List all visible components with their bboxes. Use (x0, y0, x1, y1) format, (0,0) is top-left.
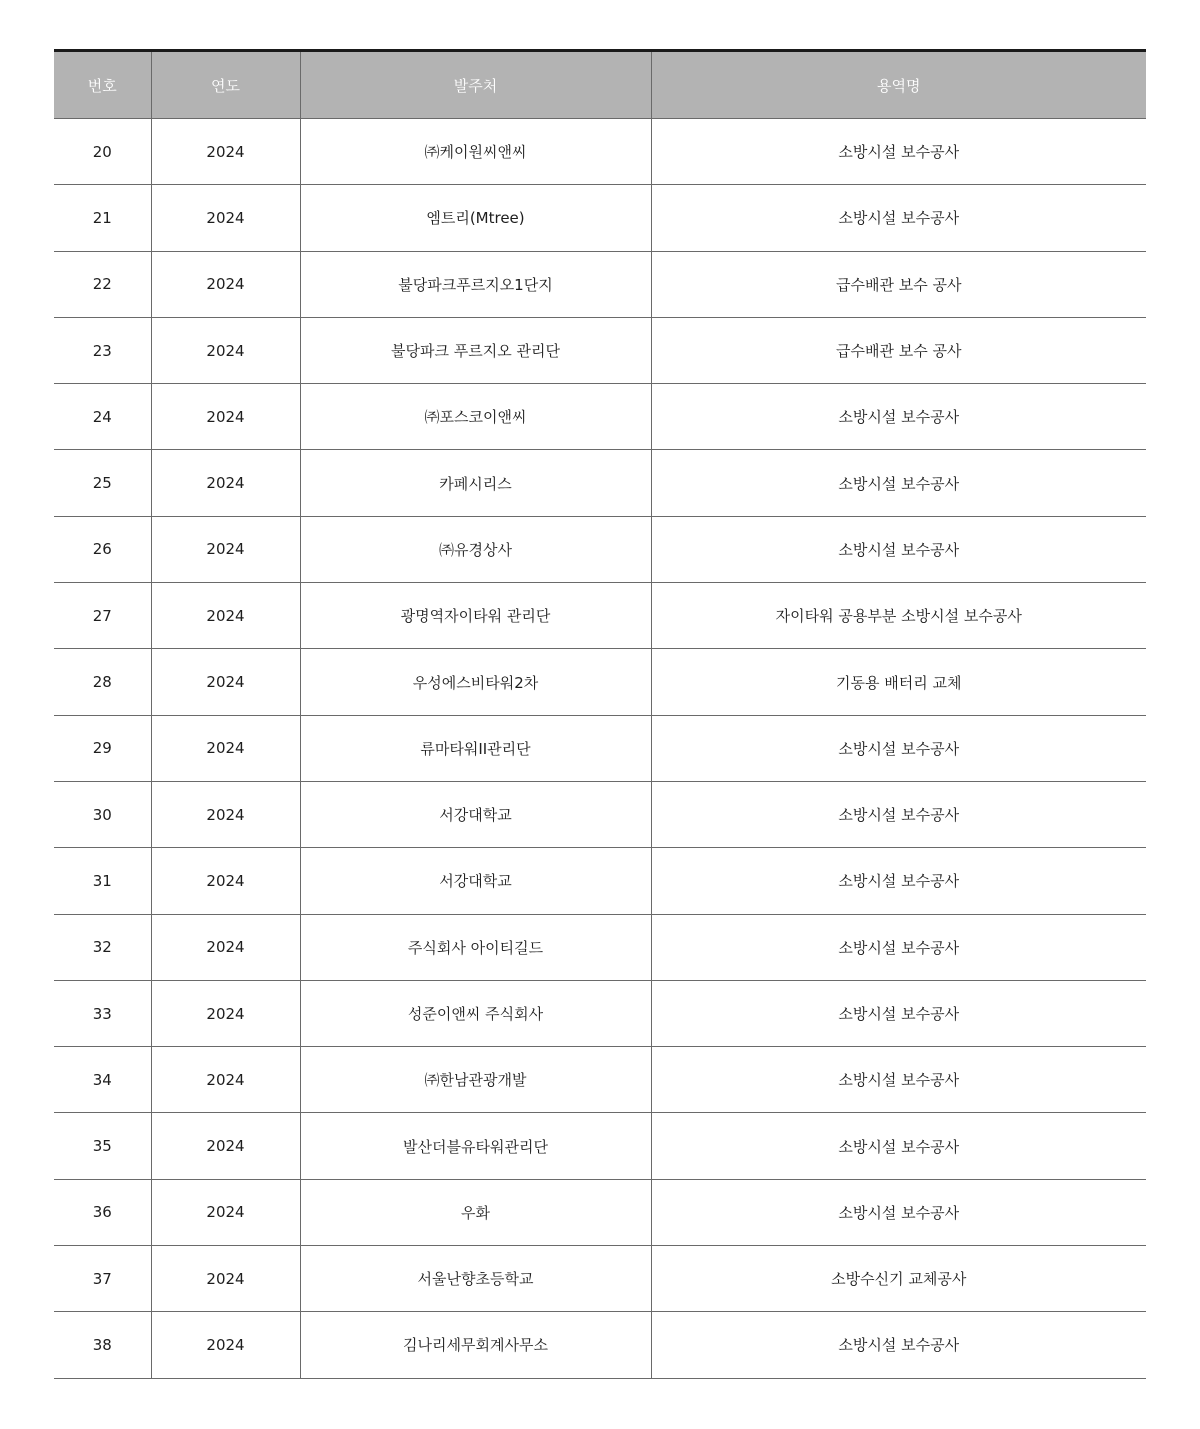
table-header (54, 51, 1146, 119)
table-row (54, 848, 1146, 914)
table-row (54, 715, 1146, 781)
cell-service-name: 소방시설 보수공사 (651, 516, 1146, 582)
cell-client: 서강대학교 (300, 848, 651, 914)
table-row (54, 516, 1146, 582)
table-body (54, 119, 1146, 1379)
cell-number: 30 (54, 781, 151, 847)
cell-service-name: 소방시설 보수공사 (651, 781, 1146, 847)
cell-year: 2024 (151, 1047, 300, 1113)
cell-client: 불당파크푸르지오1단지 (300, 251, 651, 317)
cell-client: 김나리세무회계사무소 (300, 1312, 651, 1378)
cell-service-name: 소방시설 보수공사 (651, 715, 1146, 781)
cell-year: 2024 (151, 1246, 300, 1312)
cell-number: 36 (54, 1179, 151, 1245)
header-row (54, 51, 1146, 119)
project-history-table (54, 49, 1146, 1379)
cell-year: 2024 (151, 914, 300, 980)
table-row (54, 649, 1146, 715)
cell-client: 우화 (300, 1179, 651, 1245)
table-row (54, 914, 1146, 980)
cell-client: 엠트리(Mtree) (300, 185, 651, 251)
cell-client: 불당파크 푸르지오 관리단 (300, 317, 651, 383)
table-row (54, 781, 1146, 847)
cell-number: 34 (54, 1047, 151, 1113)
header-number: 번호 (54, 51, 151, 119)
cell-service-name: 기동용 배터리 교체 (651, 649, 1146, 715)
cell-service-name: 소방시설 보수공사 (651, 185, 1146, 251)
cell-service-name: 소방시설 보수공사 (651, 1312, 1146, 1378)
cell-client: ㈜유경상사 (300, 516, 651, 582)
cell-number: 33 (54, 980, 151, 1046)
cell-service-name: 소방시설 보수공사 (651, 384, 1146, 450)
cell-year: 2024 (151, 848, 300, 914)
cell-client: 우성에스비타워2차 (300, 649, 651, 715)
cell-year: 2024 (151, 251, 300, 317)
cell-client: 서울난향초등학교 (300, 1246, 651, 1312)
cell-client: 카페시리스 (300, 450, 651, 516)
cell-year: 2024 (151, 185, 300, 251)
cell-service-name: 소방시설 보수공사 (651, 848, 1146, 914)
table-row (54, 317, 1146, 383)
cell-number: 28 (54, 649, 151, 715)
cell-year: 2024 (151, 980, 300, 1046)
cell-year: 2024 (151, 516, 300, 582)
cell-number: 38 (54, 1312, 151, 1378)
table-row (54, 185, 1146, 251)
cell-number: 25 (54, 450, 151, 516)
cell-client: ㈜케이원씨앤씨 (300, 119, 651, 185)
cell-number: 31 (54, 848, 151, 914)
table-row (54, 1312, 1146, 1378)
cell-client: 류마타워II관리단 (300, 715, 651, 781)
table-row (54, 1179, 1146, 1245)
cell-service-name: 소방시설 보수공사 (651, 450, 1146, 516)
cell-number: 20 (54, 119, 151, 185)
header-client: 발주처 (300, 51, 651, 119)
cell-number: 37 (54, 1246, 151, 1312)
table-row (54, 251, 1146, 317)
table-row (54, 450, 1146, 516)
cell-service-name: 소방수신기 교체공사 (651, 1246, 1146, 1312)
cell-number: 32 (54, 914, 151, 980)
cell-service-name: 소방시설 보수공사 (651, 980, 1146, 1046)
cell-year: 2024 (151, 1113, 300, 1179)
cell-year: 2024 (151, 384, 300, 450)
cell-service-name: 소방시설 보수공사 (651, 1179, 1146, 1245)
project-history-table-container (54, 49, 1146, 1379)
cell-client: 서강대학교 (300, 781, 651, 847)
cell-client: 성준이앤씨 주식회사 (300, 980, 651, 1046)
cell-year: 2024 (151, 715, 300, 781)
cell-number: 22 (54, 251, 151, 317)
cell-client: 주식회사 아이티길드 (300, 914, 651, 980)
header-year: 연도 (151, 51, 300, 119)
cell-service-name: 소방시설 보수공사 (651, 1047, 1146, 1113)
cell-client: ㈜한남관광개발 (300, 1047, 651, 1113)
cell-number: 27 (54, 583, 151, 649)
cell-year: 2024 (151, 1179, 300, 1245)
cell-service-name: 급수배관 보수 공사 (651, 317, 1146, 383)
cell-client: ㈜포스코이앤씨 (300, 384, 651, 450)
table-row (54, 980, 1146, 1046)
cell-year: 2024 (151, 649, 300, 715)
cell-number: 26 (54, 516, 151, 582)
cell-number: 35 (54, 1113, 151, 1179)
cell-year: 2024 (151, 119, 300, 185)
cell-service-name: 소방시설 보수공사 (651, 119, 1146, 185)
cell-number: 23 (54, 317, 151, 383)
table-row (54, 1246, 1146, 1312)
cell-year: 2024 (151, 317, 300, 383)
cell-number: 21 (54, 185, 151, 251)
cell-client: 발산더블유타워관리단 (300, 1113, 651, 1179)
table-row (54, 1047, 1146, 1113)
cell-client: 광명역자이타워 관리단 (300, 583, 651, 649)
cell-service-name: 소방시설 보수공사 (651, 1113, 1146, 1179)
cell-service-name: 자이타워 공용부분 소방시설 보수공사 (651, 583, 1146, 649)
cell-service-name: 소방시설 보수공사 (651, 914, 1146, 980)
table-row (54, 583, 1146, 649)
table-row (54, 119, 1146, 185)
table-row (54, 1113, 1146, 1179)
header-service-name: 용역명 (651, 51, 1146, 119)
cell-number: 29 (54, 715, 151, 781)
cell-year: 2024 (151, 583, 300, 649)
cell-year: 2024 (151, 450, 300, 516)
cell-service-name: 급수배관 보수 공사 (651, 251, 1146, 317)
cell-number: 24 (54, 384, 151, 450)
cell-year: 2024 (151, 1312, 300, 1378)
cell-year: 2024 (151, 781, 300, 847)
table-row (54, 384, 1146, 450)
